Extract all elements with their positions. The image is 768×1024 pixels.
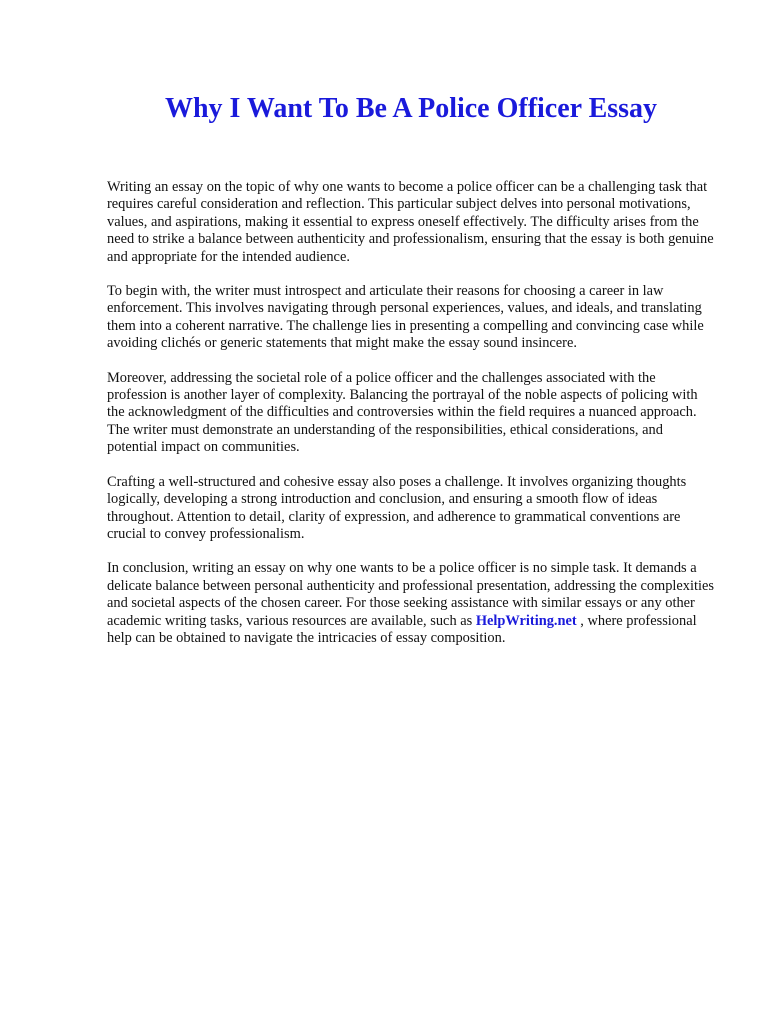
essay-body bbox=[107, 179, 715, 647]
conclusion-paragraph bbox=[107, 560, 715, 647]
paragraph-1: Writing an essay on the topic of why one wants to become a police officer can be a challenging task that requires careful consideration and reflection. This particular subject delves into personal motivations, values, and aspirations, making it essential to express oneself effectively. The difficulty arises from the need to strike a balance between authenticity and professionalism, ensuring that the essay is both genuine and appropriate for the intended audience. bbox=[107, 179, 714, 265]
page-title: Why I Want To Be A Police Officer Essay bbox=[164, 93, 658, 124]
conclusion-text-after-link: , where professional help can be obtained to navigate the intricacies of essay composition. bbox=[107, 612, 697, 646]
helpwriting-link[interactable]: HelpWriting.net bbox=[475, 612, 577, 629]
paragraph-2: To begin with, the writer must introspect and articulate their reasons for choosing a career in law enforcement. This involves navigating through personal experiences, values, and ideals, and translating them into a coherent narrative. The challenge lies in presenting a compelling and convincing case while avoiding clichés or generic statements that might make the essay sound insincere. bbox=[107, 283, 704, 352]
paragraph-4: Crafting a well-structured and cohesive essay also poses a challenge. It involves organizing thoughts logically, developing a strong introduction and conclusion, and ensuring a smooth flow of ideas throughout. Attention to detail, clarity of expression, and adherence to grammatical conventions are crucial to convey professionalism. bbox=[107, 473, 687, 542]
paragraph-3: Moreover, addressing the societal role of a police officer and the challenges associated with the profession is another layer of complexity. Balancing the portrayal of the noble aspects of policing with the acknowledgment of the difficulties and controversies within the field requires a nuanced approach. The writer must demonstrate an understanding of the responsibilities, ethical considerations, and potential impact on communities. bbox=[107, 369, 698, 456]
conclusion-text-before-link: In conclusion, writing an essay on why one wants to be a police officer is no simple task. It demands a delicate balance between personal authenticity and professional presentation, addressing the complexities and societal aspects of the chosen career. For those seeking assistance with similar essays or any other academic writing tasks, various resources are available, such as bbox=[107, 560, 714, 629]
